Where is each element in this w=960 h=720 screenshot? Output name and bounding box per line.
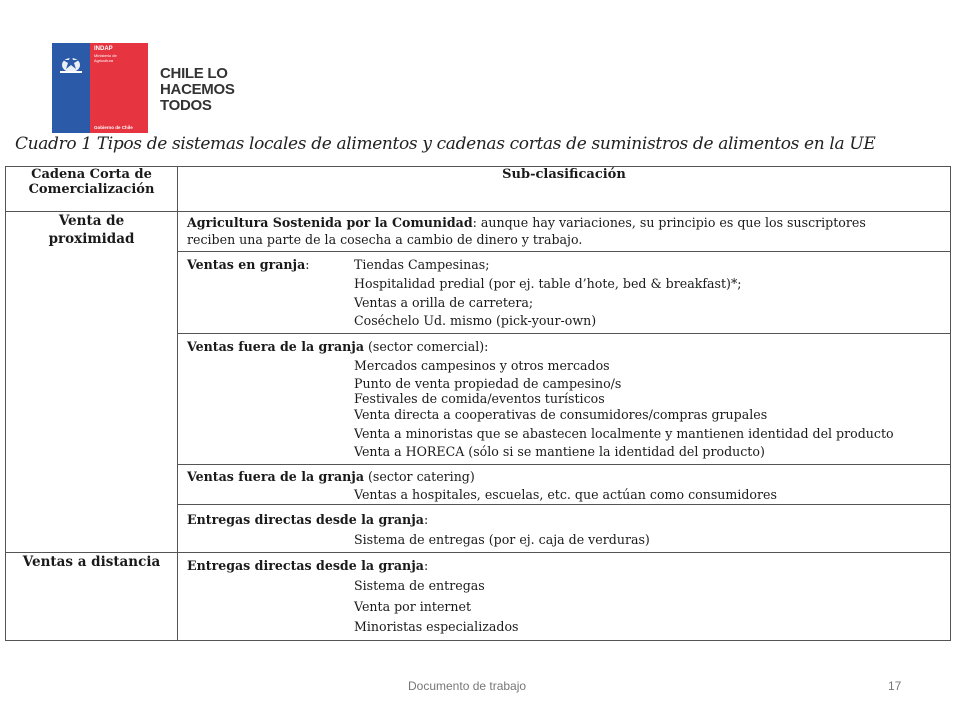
slogan [160, 66, 235, 114]
table-row [6, 212, 951, 252]
list-item: Venta a HORECA (sólo si se mantiene la identidad del producto) [354, 444, 765, 460]
subclass-title: Ventas fuera de la granja [187, 469, 365, 485]
subclass-text: : aunque hay variaciones, su principio es que los suscriptores [472, 215, 866, 230]
subclass-cell [178, 465, 951, 505]
group-label-line2: proximidad [48, 231, 135, 247]
header-col1-line2: Comercialización [28, 182, 155, 197]
header-col1 [6, 167, 178, 212]
header-col1-line1: Cadena Corta de [31, 167, 152, 182]
list-item: Tiendas Campesinas; [354, 257, 490, 272]
logo-red-panel [90, 43, 148, 133]
subclass-title: Ventas en granja [187, 257, 306, 272]
group-label-line1: Venta de [58, 213, 125, 229]
header-row [6, 167, 951, 212]
subclass-text: : [423, 511, 429, 527]
list-item: Minoristas especializados [354, 618, 519, 634]
group-label-distancia: Ventas a distancia [6, 552, 178, 640]
subclass-cell [178, 334, 951, 465]
subclass-text: (sector catering) [364, 469, 475, 485]
list-item: Sistema de entregas [354, 578, 485, 594]
subclass-text: : [423, 557, 429, 573]
list-item: Venta por internet [354, 598, 472, 614]
subclass-text: : [305, 257, 310, 272]
list-item: Sistema de entregas (por ej. caja de verduras) [354, 531, 650, 547]
coat-of-arms-icon [58, 51, 84, 75]
list-item: Ventas a hospitales, escuelas, etc. que actúan como consumidores [354, 486, 777, 502]
list-item: Venta directa a cooperativas de consumidores/compras grupales [354, 406, 768, 422]
list-item: Venta a minoristas que se abastecen localmente y mantienen identidad del producto [354, 425, 894, 441]
group-label-proximidad [6, 212, 178, 553]
list-item: Punto de venta propiedad de campesino/s [354, 375, 622, 391]
subclass-cell [178, 552, 951, 640]
subclass-title: Entregas directas desde la granja [187, 557, 424, 573]
subclass-cell [178, 252, 951, 334]
list-item: Mercados campesinos y otros mercados [354, 357, 610, 373]
logo-blue-panel [52, 43, 90, 133]
subclass-cell [178, 504, 951, 552]
header-col2: Sub-clasificación [178, 167, 951, 212]
subclass-text: reciben una parte de la cosecha a cambio de dinero y trabajo. [187, 232, 583, 247]
logo-ministry-line1: Ministerio de [94, 53, 117, 58]
subclass-title: Entregas directas desde la granja [187, 511, 424, 527]
list-item: Coséchelo Ud. mismo (pick-your-own) [354, 313, 597, 329]
page-number: 17 [888, 679, 902, 693]
slogan-line: CHILE LO [160, 65, 228, 82]
slogan-line: HACEMOS [160, 81, 235, 98]
logo-gobierno: Gobierno de Chile [94, 125, 133, 130]
logo-brand [94, 46, 117, 63]
classification-table [5, 166, 951, 641]
subclass-cell [178, 212, 951, 252]
table-row [6, 552, 951, 640]
subclass-title: Agricultura Sostenida por la Comunidad [187, 215, 473, 230]
subclass-title: Ventas fuera de la granja [187, 339, 365, 355]
list-item: Hospitalidad predial (por ej. table d’hote, bed & breakfast)*; [354, 275, 742, 291]
footer-label: Documento de trabajo [408, 679, 527, 693]
logo-brand-text: INDAP [94, 46, 113, 52]
list-item: Festivales de comida/eventos turísticos [354, 390, 605, 406]
indap-logo [52, 43, 148, 133]
slogan-line: TODOS [160, 97, 212, 114]
logo-ministry-line2: Agricultura [94, 58, 114, 63]
list-item: Ventas a orilla de carretera; [354, 294, 534, 310]
subclass-text: (sector comercial): [364, 339, 489, 355]
table-caption: Cuadro 1 Tipos de sistemas locales de alimentos y cadenas cortas de suministros de alimentos en la UE [15, 134, 876, 154]
